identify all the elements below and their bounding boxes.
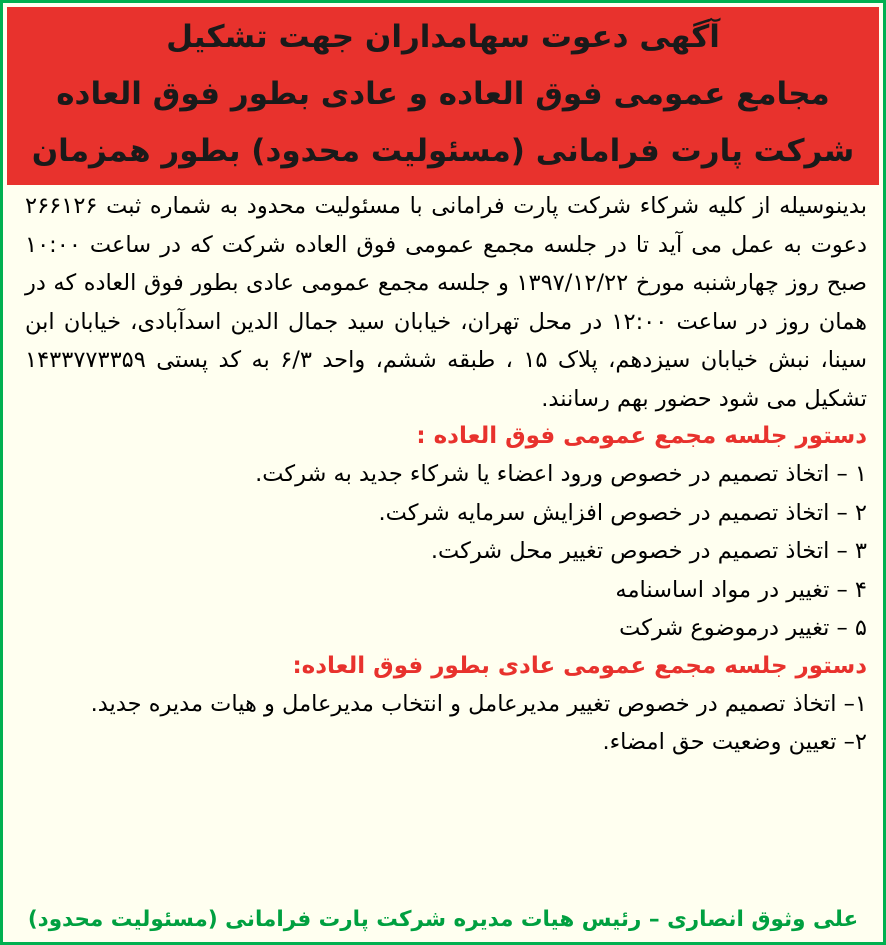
agenda-extraordinary-item: ۳ – اتخاذ تصمیم در خصوص تغییر محل شرکت. — [430, 538, 867, 564]
agenda-ordinary-title: دستور جلسه مجمع عمومی عادی بطور فوق العاده: — [292, 652, 867, 679]
agenda-ordinary-item: ۲– تعیین وضعیت حق امضاء. — [602, 728, 867, 755]
agenda-extraordinary-item: ۱ – اتخاذ تصمیم در خصوص ورود اعضاء یا شرکاء جدید به شرکت. — [255, 461, 867, 487]
signature-line: علی وثوق انصاری – رئیس هیات مدیره شرکت پارت فرامانی (مسئولیت محدود) — [27, 907, 859, 932]
agenda-extraordinary-item: ۲ – اتخاذ تصمیم در خصوص افزایش سرمایه شرکت. — [378, 499, 867, 526]
notice-body — [25, 187, 867, 761]
agenda-ordinary-item: ۱– اتخاذ تصمیم در خصوص تغییر مدیرعامل و انتخاب مدیرعامل و هیات مدیره جدید. — [90, 690, 867, 717]
agenda-extraordinary-title: دستور جلسه مجمع عمومی فوق العاده : — [416, 423, 867, 449]
notice-header — [7, 7, 879, 185]
intro-paragraph: بدینوسیله از کلیه شرکاء شرکت پارت فرامانی با مسئولیت محدود به شماره ثبت ۲۶۶۱۲۶ دعوت به عمل می آید تا در جلسه مجمع عمومی فوق العاده شرکت که در ساعت ۱۰:۰۰ صبح روز چهارشنبه مورخ ۱۳۹۷/۱۲/۲۲ و جلسه مجمع عمومی عادی بطور فوق العاده که در همان روز در ساعت ۱۲:۰۰ در محل تهران، خیابان سید جمال الدین اسدآبادی، خیابان ابن سینا، نبش خیابان سیزدهم، پلاک ۱۵ ، طبقه ششم، واحد ۶/۳ به کد پستی ۱۴۳۳۷۷۳۳۵۹ تشکیل می شود حضور بهم رسانند. — [25, 193, 867, 412]
agenda-extraordinary-item: ۴ – تغییر در مواد اساسنامه — [615, 576, 867, 603]
agenda-extraordinary-item: ۵ – تغییر درموضوع شرکت — [619, 615, 867, 641]
header-line-1: آگهی دعوت سهامداران جهت تشکیل — [166, 19, 720, 55]
header-line-2: مجامع عمومی فوق العاده و عادی بطور فوق العاده — [56, 76, 830, 112]
header-line-3: شرکت پارت فرامانی (مسئولیت محدود) بطور همزمان — [31, 133, 855, 169]
